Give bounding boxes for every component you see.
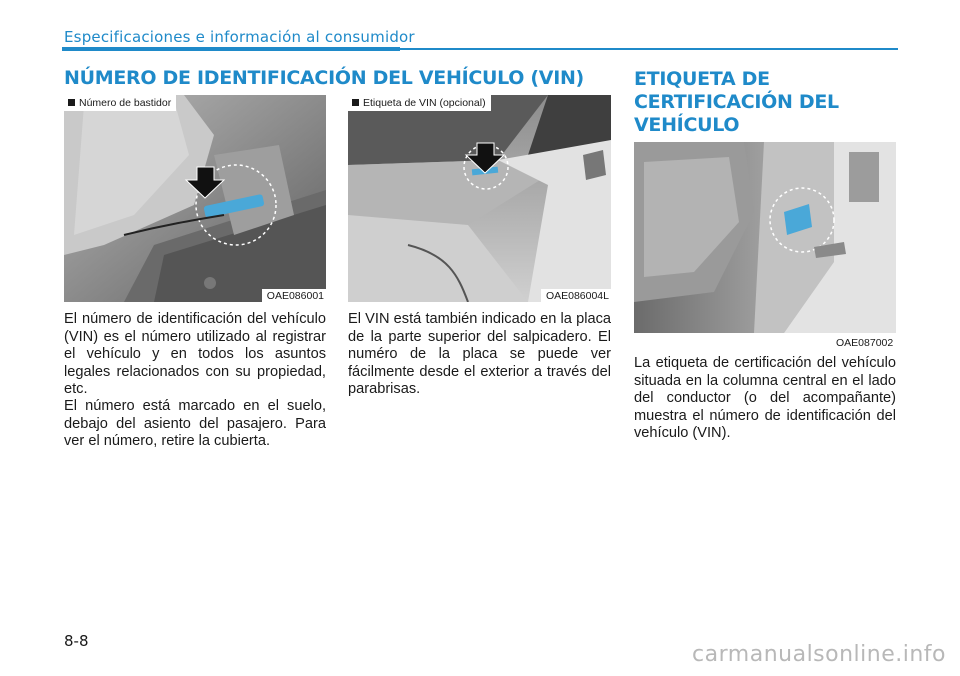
square-bullet-icon (352, 99, 359, 106)
vin-floor-caption (64, 95, 176, 111)
cert-label-illustration (634, 142, 896, 333)
header-rule-thin (400, 48, 898, 50)
vin-section-title: NÚMERO DE IDENTIFICACIÓN DEL VEHÍCULO (VIN) (64, 67, 584, 89)
vin-dashboard-illustration (348, 95, 611, 302)
cert-label-photo (634, 142, 896, 333)
vin-dashboard-caption-text: Etiqueta de VIN (opcional) (363, 97, 486, 109)
cert-paragraph: La etiqueta de certificación del vehículo situada en la columna central en el lado del conductor (o del acompañante) muestra el número de identificación del vehículo (VIN). (634, 355, 896, 441)
vin-floor-photo-code: OAE086001 (262, 289, 326, 302)
watermark: carmanualsonline.info (692, 642, 946, 667)
vin-dashboard-photo (348, 95, 611, 302)
square-bullet-icon (68, 99, 75, 106)
vin-paragraph-2: El número está marcado en el suelo, debajo del asiento del pasajero. Para ver el número, retire la cubierta. (64, 398, 326, 449)
cert-section-title: ETIQUETA DE CERTIFICACIÓN DEL VEHÍCULO (634, 68, 839, 136)
header-rule-thick (62, 47, 400, 51)
vin-paragraph-1: El número de identificación del vehículo (VIN) es el número utilizado al registrar el vehículo y en todos los asuntos legales relacionados con su propiedad, etc. (64, 311, 326, 397)
vin-floor-illustration (64, 95, 326, 302)
page-number: 8-8 (64, 632, 89, 650)
cert-label-photo-code: OAE087002 (836, 337, 894, 349)
vin-dashboard-photo-code: OAE086004L (541, 289, 611, 302)
vin-floor-photo (64, 95, 326, 302)
vin-floor-caption-text: Número de bastidor (79, 97, 172, 109)
vin-paragraph-3: El VIN está también indicado en la placa de la parte superior del salpicadero. El numéro de la placa se puede ver fácilmente desde el exterior a través del parabrisas. (348, 311, 611, 397)
header-title: Especificaciones e información al consumidor (64, 28, 415, 46)
vin-dashboard-caption (348, 95, 491, 111)
